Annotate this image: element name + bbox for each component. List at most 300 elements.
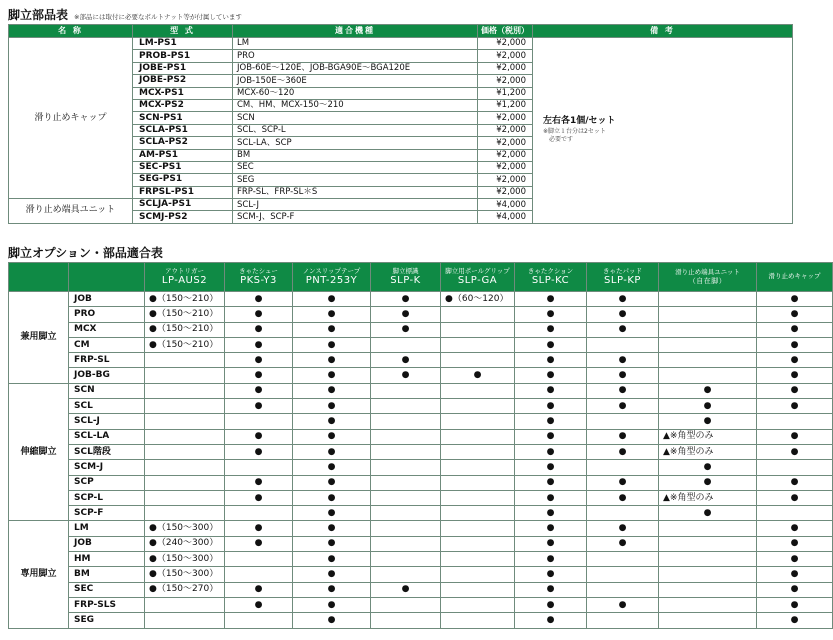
options-group: 伸縮脚立 — [9, 383, 69, 521]
options-cell: ● — [225, 368, 293, 383]
options-cell: ● — [225, 322, 293, 337]
options-cell: ● — [587, 475, 659, 490]
options-cell: ● — [757, 567, 833, 582]
options-cell — [371, 414, 441, 429]
options-cell — [145, 444, 225, 459]
parts-price: ¥2,000 — [478, 174, 533, 186]
parts-model: JOBE-PS1 — [133, 62, 233, 74]
options-cell: ● — [515, 444, 587, 459]
options-cell: ● — [293, 582, 371, 597]
options-cell: ● — [515, 597, 587, 612]
options-model: SCL — [69, 399, 145, 414]
parts-price: ¥1,200 — [478, 87, 533, 99]
options-cell — [659, 307, 757, 322]
options-cell — [225, 567, 293, 582]
options-cell: ● — [371, 582, 441, 597]
options-cell — [659, 521, 757, 536]
options-cell — [659, 582, 757, 597]
options-row — [9, 552, 833, 567]
options-row — [9, 613, 833, 628]
options-cell: ● — [293, 567, 371, 582]
parts-price: ¥2,000 — [478, 50, 533, 62]
options-cell: ● — [293, 307, 371, 322]
parts-model: JOBE-PS2 — [133, 75, 233, 87]
options-cell — [587, 460, 659, 475]
options-cell — [225, 552, 293, 567]
parts-price: ¥2,000 — [478, 38, 533, 50]
options-model: SEG — [69, 613, 145, 628]
options-cell: ●（150～300） — [145, 552, 225, 567]
options-header-name: きゃたパッド — [603, 266, 642, 275]
parts-compat: PRO — [233, 50, 478, 62]
options-row — [9, 414, 833, 429]
options-cell: ● — [225, 292, 293, 307]
options-row — [9, 307, 833, 322]
options-cell: ●（60～120） — [441, 292, 515, 307]
options-cell: ● — [225, 521, 293, 536]
options-header-code: LP-AUS2 — [161, 275, 208, 287]
options-model: JOB — [69, 292, 145, 307]
options-cell — [587, 337, 659, 352]
options-cell: ● — [515, 460, 587, 475]
parts-model: SEG-PS1 — [133, 174, 233, 186]
options-cell — [441, 613, 515, 628]
options-cell: ● — [293, 322, 371, 337]
options-header-name: きゃたクション — [527, 266, 574, 275]
options-cell: ● — [515, 383, 587, 398]
options-cell — [441, 353, 515, 368]
options-cell: ● — [293, 429, 371, 444]
options-row — [9, 292, 833, 307]
options-cell — [145, 475, 225, 490]
options-header-name: 脚立標識 — [392, 266, 419, 275]
options-cell — [371, 567, 441, 582]
parts-compat: SEG — [233, 174, 478, 186]
options-cell — [371, 444, 441, 459]
options-model: SCM-J — [69, 460, 145, 475]
options-cell — [659, 322, 757, 337]
parts-model: FRPSL-PS1 — [133, 186, 233, 198]
parts-header-name: 名 称 — [9, 25, 133, 38]
options-cell: ● — [515, 368, 587, 383]
options-cell — [659, 536, 757, 551]
parts-compat: SCL、SCP-L — [233, 124, 478, 136]
parts-price: ¥2,000 — [478, 112, 533, 124]
parts-price: ¥2,000 — [478, 124, 533, 136]
options-cell — [371, 399, 441, 414]
options-header-9 — [757, 263, 833, 292]
options-cell: ● — [371, 322, 441, 337]
options-row — [9, 475, 833, 490]
options-cell: ● — [757, 337, 833, 352]
parts-price: ¥2,000 — [478, 62, 533, 74]
parts-price: ¥1,200 — [478, 99, 533, 111]
options-row — [9, 582, 833, 597]
options-model: LM — [69, 521, 145, 536]
options-cell — [371, 613, 441, 628]
options-cell — [371, 383, 441, 398]
options-cell: ● — [515, 506, 587, 521]
options-cell: ● — [757, 383, 833, 398]
options-cell — [441, 444, 515, 459]
options-model: JOB-BG — [69, 368, 145, 383]
options-cell: ● — [515, 582, 587, 597]
options-cell — [659, 597, 757, 612]
options-cell: ● — [757, 444, 833, 459]
parts-compat: SEC — [233, 161, 478, 173]
options-cell: ● — [293, 414, 371, 429]
options-cell: ● — [587, 353, 659, 368]
options-cell: ●（150～300） — [145, 567, 225, 582]
parts-price: ¥4,000 — [478, 199, 533, 211]
options-cell: ▲※角型のみ — [659, 490, 757, 505]
options-cell: ● — [757, 552, 833, 567]
parts-price: ¥2,000 — [478, 75, 533, 87]
parts-model: SCLJA-PS1 — [133, 199, 233, 211]
options-header-code: PKS-Y3 — [240, 275, 277, 287]
parts-price: ¥2,000 — [478, 149, 533, 161]
options-cell: ● — [659, 506, 757, 521]
options-header-code: （自在脚） — [688, 276, 727, 285]
options-cell: ● — [757, 613, 833, 628]
options-cell — [145, 414, 225, 429]
options-cell — [441, 552, 515, 567]
options-cell — [659, 613, 757, 628]
options-cell: ● — [225, 429, 293, 444]
options-cell: ● — [587, 383, 659, 398]
options-cell: ● — [225, 399, 293, 414]
options-model: JOB — [69, 536, 145, 551]
options-cell: ● — [225, 597, 293, 612]
options-header-1 — [145, 263, 225, 292]
parts-header-compat: 適合機種 — [233, 25, 478, 38]
options-cell — [441, 383, 515, 398]
options-cell: ●（150～270） — [145, 582, 225, 597]
options-header-8 — [659, 263, 757, 292]
options-cell — [145, 399, 225, 414]
options-cell: ● — [659, 399, 757, 414]
options-cell: ● — [515, 353, 587, 368]
options-header-6 — [515, 263, 587, 292]
options-cell: ● — [225, 536, 293, 551]
options-cell: ● — [757, 429, 833, 444]
options-cell: ● — [293, 399, 371, 414]
options-cell: ● — [293, 490, 371, 505]
options-model: BM — [69, 567, 145, 582]
options-header-code: SLP-KC — [531, 275, 570, 287]
options-cell — [371, 552, 441, 567]
parts-category: 滑り止め端具ユニット — [9, 199, 133, 224]
options-header-3 — [293, 263, 371, 292]
options-row — [9, 444, 833, 459]
options-cell — [145, 353, 225, 368]
options-cell: ● — [515, 292, 587, 307]
options-cell: ● — [757, 475, 833, 490]
parts-row — [9, 38, 793, 50]
options-cell — [225, 414, 293, 429]
options-cell: ● — [225, 337, 293, 352]
options-row — [9, 383, 833, 398]
parts-model: PROB-PS1 — [133, 50, 233, 62]
options-cell: ● — [659, 460, 757, 475]
options-header-name: きゃたシュー — [239, 266, 278, 275]
options-cell: ● — [515, 414, 587, 429]
options-cell — [371, 521, 441, 536]
parts-model: AM-PS1 — [133, 149, 233, 161]
options-cell: ● — [515, 307, 587, 322]
options-row — [9, 337, 833, 352]
options-cell — [441, 475, 515, 490]
parts-compat: SCL-J — [233, 199, 478, 211]
options-cell: ● — [587, 292, 659, 307]
options-cell: ● — [371, 307, 441, 322]
parts-compat: CM、HM、MCX-150～210 — [233, 99, 478, 111]
options-cell — [659, 292, 757, 307]
parts-compat: SCL-LA、SCP — [233, 137, 478, 149]
options-model: SCN — [69, 383, 145, 398]
options-cell — [441, 582, 515, 597]
options-model: FRP-SLS — [69, 597, 145, 612]
options-cell — [659, 552, 757, 567]
options-cell: ● — [757, 399, 833, 414]
parts-model: MCX-PS1 — [133, 87, 233, 99]
options-cell — [659, 353, 757, 368]
options-cell: ● — [515, 536, 587, 551]
options-header-4 — [371, 263, 441, 292]
options-cell: ● — [225, 444, 293, 459]
options-cell — [659, 337, 757, 352]
options-row — [9, 353, 833, 368]
options-cell — [441, 429, 515, 444]
options-cell: ● — [225, 307, 293, 322]
options-cell — [371, 429, 441, 444]
options-cell — [441, 307, 515, 322]
options-header-code: SLP-K — [390, 275, 421, 287]
remarks-main: 左右各1個/セット — [543, 116, 616, 127]
parts-price: ¥4,000 — [478, 211, 533, 223]
options-cell — [371, 506, 441, 521]
options-cell: ● — [293, 536, 371, 551]
options-header-2 — [225, 263, 293, 292]
options-cell: ● — [587, 368, 659, 383]
options-header-7 — [587, 263, 659, 292]
options-cell: ●（240～300） — [145, 536, 225, 551]
options-group: 兼用脚立 — [9, 292, 69, 384]
options-header-name: アウトリガー — [165, 266, 204, 275]
options-cell: ● — [293, 613, 371, 628]
options-cell: ● — [757, 368, 833, 383]
parts-price: ¥2,000 — [478, 186, 533, 198]
remarks-note: ※脚立１台分は2セット 必要です — [543, 128, 606, 143]
options-model: SCL-LA — [69, 429, 145, 444]
options-model: MCX — [69, 322, 145, 337]
options-cell: ● — [587, 429, 659, 444]
options-header-name: 脚立用ポールグリップ — [445, 266, 510, 275]
options-cell — [145, 613, 225, 628]
options-cell — [225, 613, 293, 628]
options-cell — [441, 322, 515, 337]
options-model: PRO — [69, 307, 145, 322]
parts-compat: FRP-SL、FRP-SL＊S — [233, 186, 478, 198]
parts-price: ¥2,000 — [478, 161, 533, 173]
options-cell: ● — [587, 322, 659, 337]
parts-model: LM-PS1 — [133, 38, 233, 50]
options-cell: ●（150～300） — [145, 521, 225, 536]
options-cell — [441, 506, 515, 521]
options-cell: ● — [293, 383, 371, 398]
parts-compat: JOB-150E～360E — [233, 75, 478, 87]
parts-header-row — [9, 25, 793, 38]
options-model: SEC — [69, 582, 145, 597]
options-cell: ● — [515, 337, 587, 352]
options-cell: ● — [515, 475, 587, 490]
options-cell: ● — [757, 597, 833, 612]
options-section-title — [8, 244, 163, 261]
options-cell — [587, 613, 659, 628]
parts-compat: MCX-60～120 — [233, 87, 478, 99]
options-header-code: PNT-253Y — [305, 275, 358, 287]
options-cell: ● — [293, 368, 371, 383]
parts-header-remarks: 備 考 — [533, 25, 793, 38]
options-cell: ● — [587, 521, 659, 536]
options-cell: ● — [515, 552, 587, 567]
options-cell — [441, 414, 515, 429]
options-cell: ●（150～210） — [145, 292, 225, 307]
options-cell: ● — [587, 444, 659, 459]
options-cell: ● — [293, 444, 371, 459]
options-cell: ● — [293, 521, 371, 536]
options-cell — [145, 490, 225, 505]
options-cell — [587, 506, 659, 521]
options-cell — [225, 460, 293, 475]
options-title: 脚立オプション・部品適合表 — [8, 246, 163, 260]
options-model: SCL-J — [69, 414, 145, 429]
options-cell: ● — [659, 475, 757, 490]
options-cell — [371, 490, 441, 505]
options-cell: ● — [371, 368, 441, 383]
options-cell — [757, 506, 833, 521]
options-cell — [441, 490, 515, 505]
options-row — [9, 460, 833, 475]
options-cell — [225, 506, 293, 521]
options-row — [9, 506, 833, 521]
options-cell: ●（150～210） — [145, 337, 225, 352]
options-cell — [371, 460, 441, 475]
options-cell — [371, 536, 441, 551]
parts-price: ¥2,000 — [478, 137, 533, 149]
options-cell: ▲※角型のみ — [659, 429, 757, 444]
options-cell: ● — [441, 368, 515, 383]
options-cell: ● — [225, 475, 293, 490]
options-header-blank-1 — [9, 263, 69, 292]
options-row — [9, 521, 833, 536]
options-cell — [145, 460, 225, 475]
options-model: FRP-SL — [69, 353, 145, 368]
parts-compat: SCN — [233, 112, 478, 124]
options-cell — [145, 368, 225, 383]
options-cell — [145, 506, 225, 521]
options-row — [9, 322, 833, 337]
options-cell — [371, 597, 441, 612]
options-cell — [441, 460, 515, 475]
options-cell: ● — [293, 353, 371, 368]
options-cell — [441, 597, 515, 612]
options-cell: ● — [293, 337, 371, 352]
parts-compat: BM — [233, 149, 478, 161]
options-cell: ● — [587, 490, 659, 505]
options-row — [9, 368, 833, 383]
options-cell: ● — [757, 353, 833, 368]
parts-model: SCMJ-PS2 — [133, 211, 233, 223]
options-cell: ● — [225, 582, 293, 597]
options-cell: ● — [293, 506, 371, 521]
options-header-code: SLP-KP — [604, 275, 641, 287]
options-cell: ● — [371, 353, 441, 368]
parts-model: SCLA-PS1 — [133, 124, 233, 136]
parts-section-title — [8, 6, 242, 23]
options-model: HM — [69, 552, 145, 567]
options-cell: ● — [757, 521, 833, 536]
options-cell: ● — [587, 399, 659, 414]
options-cell — [587, 582, 659, 597]
options-cell: ● — [659, 383, 757, 398]
options-cell: ● — [587, 597, 659, 612]
parts-compat: JOB-60E～120E、JOB-BGA90E～BGA120E — [233, 62, 478, 74]
options-cell: ● — [515, 322, 587, 337]
options-cell — [145, 597, 225, 612]
options-cell — [659, 567, 757, 582]
options-cell: ● — [659, 414, 757, 429]
options-cell: ● — [225, 490, 293, 505]
parts-remarks — [533, 38, 793, 224]
options-cell: ● — [515, 490, 587, 505]
parts-category: 滑り止めキャップ — [9, 38, 133, 199]
options-header-name: ノンスリップテープ — [302, 266, 361, 275]
options-cell — [757, 414, 833, 429]
options-row — [9, 429, 833, 444]
options-group: 専用脚立 — [9, 521, 69, 628]
options-row — [9, 597, 833, 612]
parts-model: SEC-PS1 — [133, 161, 233, 173]
options-cell — [371, 475, 441, 490]
options-cell — [441, 337, 515, 352]
options-cell — [587, 567, 659, 582]
options-row — [9, 536, 833, 551]
options-cell: ● — [515, 567, 587, 582]
options-cell — [371, 337, 441, 352]
parts-model: SCN-PS1 — [133, 112, 233, 124]
options-cell: ● — [515, 613, 587, 628]
options-row — [9, 490, 833, 505]
options-header-row — [9, 263, 833, 292]
options-cell — [441, 567, 515, 582]
options-cell: ● — [757, 322, 833, 337]
options-cell: ● — [757, 582, 833, 597]
parts-table — [8, 24, 793, 224]
options-cell: ● — [293, 597, 371, 612]
options-cell: ● — [293, 460, 371, 475]
options-cell: ● — [293, 475, 371, 490]
options-cell — [659, 368, 757, 383]
options-cell: ● — [293, 552, 371, 567]
options-model: SCP-L — [69, 490, 145, 505]
options-cell: ● — [757, 307, 833, 322]
options-cell — [145, 429, 225, 444]
options-cell: ● — [757, 292, 833, 307]
options-header-blank-2 — [69, 263, 145, 292]
options-cell: ●（150～210） — [145, 322, 225, 337]
options-cell: ● — [515, 429, 587, 444]
